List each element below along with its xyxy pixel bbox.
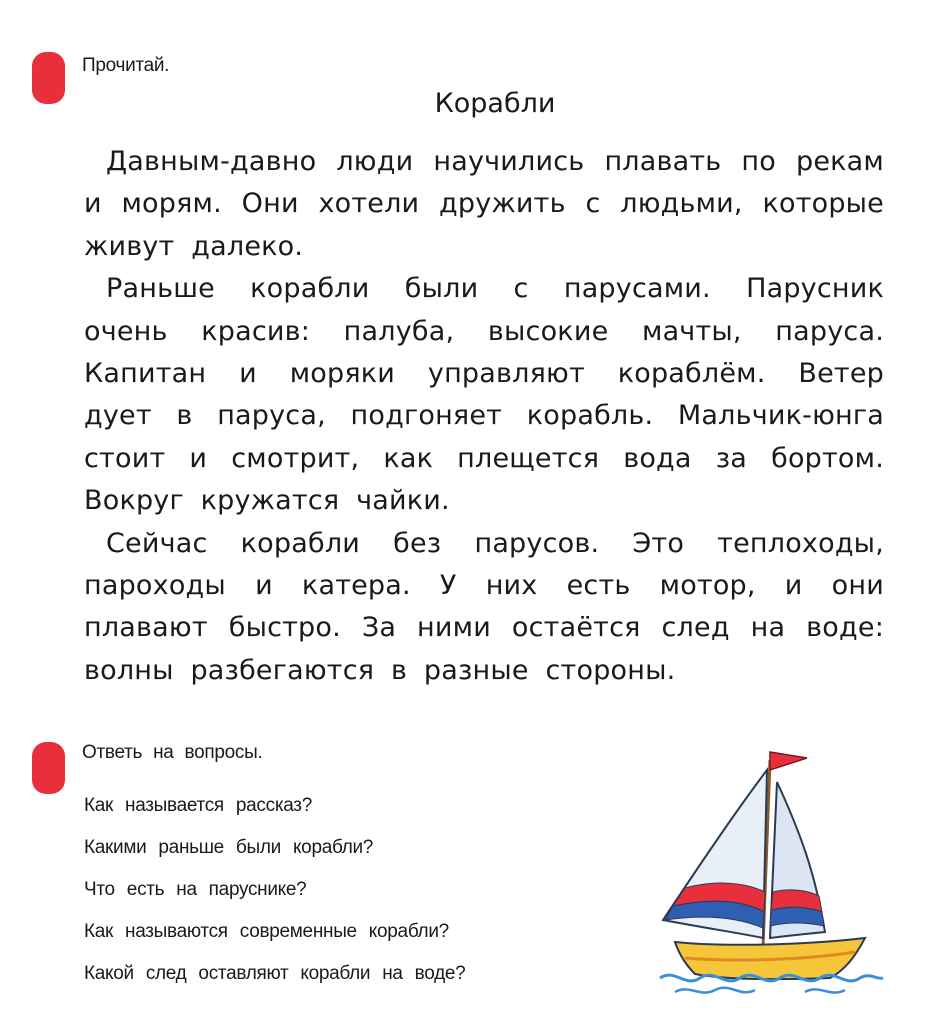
section-marker-questions xyxy=(32,742,65,794)
questions-list xyxy=(84,785,465,995)
story-paragraph-3: Сейчас корабли без парусов. Это теплоходы, пароходы и катера. У них есть мотор, и они плавают быстро. За ними остаётся след на воде: волны разбегаются в разные стороны. xyxy=(84,527,884,686)
question-item: Как называются современные корабли? xyxy=(84,921,449,942)
story-paragraph-2: Раньше корабли были с парусами. Парусник очень красив: палуба, высокие мачты, паруса. Капитан и моряки управляют кораблём. Ветер дует в паруса, подгоняет корабль. Мальчик-юнга стоит и смотрит, как плещется вода за бортом. Вокруг кружатся чайки. xyxy=(84,273,884,517)
question-item: Что есть на паруснике? xyxy=(84,879,307,900)
question-item: Как называется рассказ? xyxy=(84,795,312,816)
read-instruction: Прочитай. xyxy=(82,55,170,76)
story-paragraph-1: Давным-давно люди научились плавать по рекам и морям. Они хотели дружить с людьми, которые живут далеко. xyxy=(84,146,884,262)
flag-shape xyxy=(770,752,807,770)
questions-instruction: Ответь на вопросы. xyxy=(82,742,263,763)
story-title: Корабли xyxy=(434,88,556,119)
question-item: Какими раньше были корабли? xyxy=(84,837,374,858)
question-item: Какой след оставляют корабли на воде? xyxy=(84,963,466,984)
sailboat-icon xyxy=(655,742,885,1002)
story-text xyxy=(84,141,884,692)
